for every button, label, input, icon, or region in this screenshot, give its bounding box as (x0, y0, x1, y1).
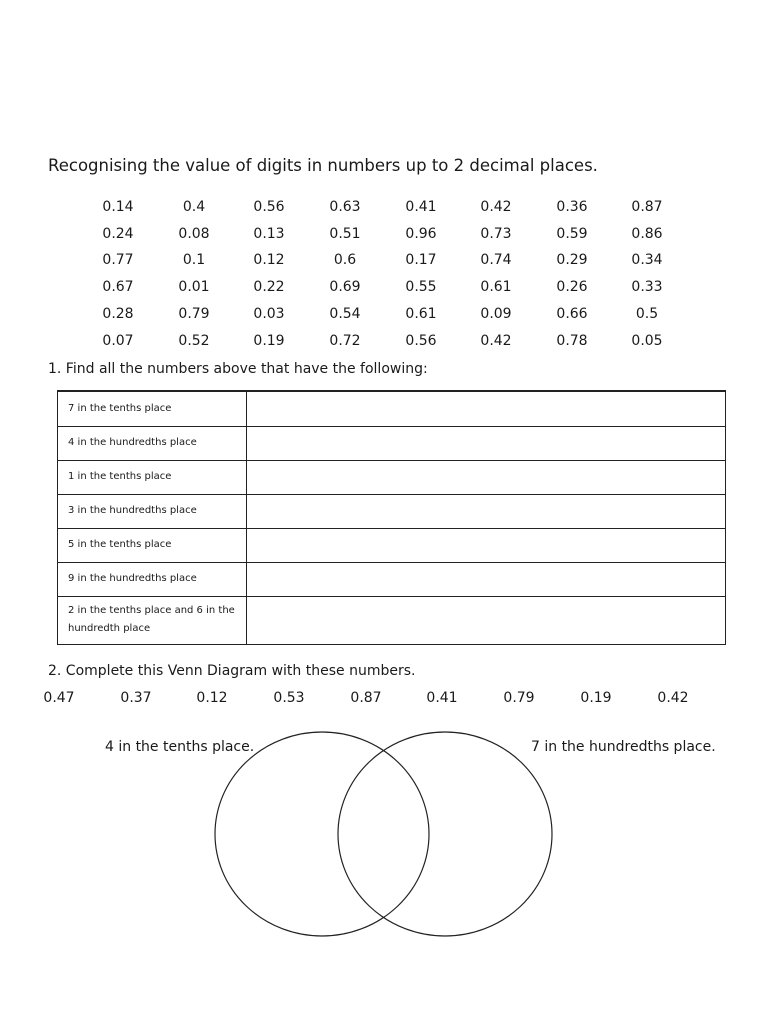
number-cell: 0.56 (405, 333, 437, 349)
criteria-cell: 9 in the hundredths place (58, 562, 247, 596)
number-cell: 0.55 (405, 279, 437, 295)
number-cell: 0.36 (556, 199, 588, 215)
number-cell: 0.08 (178, 226, 210, 242)
venn-number: 0.37 (120, 690, 152, 706)
criteria-cell: 3 in the hundredths place (58, 494, 247, 528)
number-cell: 0.78 (556, 333, 588, 349)
number-cell: 0.05 (631, 333, 663, 349)
number-cell: 0.69 (329, 279, 361, 295)
number-cell: 0.61 (405, 306, 437, 322)
number-cell: 0.96 (405, 226, 437, 242)
number-cell: 0.56 (253, 199, 285, 215)
number-cell: 0.26 (556, 279, 588, 295)
number-cell: 0.51 (329, 226, 361, 242)
number-cell: 0.01 (178, 279, 210, 295)
number-row (0, 226, 768, 246)
answer-row (58, 528, 726, 562)
number-cell: 0.33 (631, 279, 663, 295)
number-cell: 0.54 (329, 306, 361, 322)
number-cell: 0.67 (102, 279, 134, 295)
number-cell: 0.34 (631, 252, 663, 268)
answer-table (57, 390, 726, 645)
number-cell: 0.79 (178, 306, 210, 322)
criteria-cell: 5 in the tenths place (58, 528, 247, 562)
question-2-label: 2. Complete this Venn Diagram with these numbers. (48, 663, 416, 679)
worksheet-title: Recognising the value of digits in numbers up to 2 decimal places. (48, 156, 598, 175)
answer-row (58, 494, 726, 528)
answer-cell[interactable] (247, 426, 726, 460)
answer-row (58, 596, 726, 644)
answer-cell[interactable] (247, 460, 726, 494)
answer-cell[interactable] (247, 596, 726, 644)
criteria-cell: 4 in the hundredths place (58, 426, 247, 460)
number-cell: 0.4 (182, 199, 206, 215)
criteria-cell: 2 in the tenths place and 6 in the hundredth place (58, 596, 247, 644)
number-cell: 0.86 (631, 226, 663, 242)
number-cell: 0.09 (480, 306, 512, 322)
number-cell: 0.13 (253, 226, 285, 242)
venn-number: 0.12 (196, 690, 228, 706)
number-cell: 0.24 (102, 226, 134, 242)
venn-number: 0.41 (426, 690, 458, 706)
number-row (0, 199, 768, 219)
venn-right-label: 7 in the hundredths place. (531, 739, 716, 755)
answer-row (58, 562, 726, 596)
answer-row (58, 460, 726, 494)
venn-number: 0.79 (503, 690, 535, 706)
number-cell: 0.28 (102, 306, 134, 322)
number-cell: 0.63 (329, 199, 361, 215)
number-cell: 0.14 (102, 199, 134, 215)
venn-right-circle (338, 732, 552, 936)
venn-number: 0.42 (657, 690, 689, 706)
answer-row (58, 391, 726, 426)
number-cell: 0.1 (182, 252, 206, 268)
number-cell: 0.22 (253, 279, 285, 295)
number-row (0, 333, 768, 353)
criteria-cell: 1 in the tenths place (58, 460, 247, 494)
answer-row (58, 426, 726, 460)
number-cell: 0.72 (329, 333, 361, 349)
number-cell: 0.42 (480, 199, 512, 215)
answer-cell[interactable] (247, 528, 726, 562)
venn-number: 0.47 (43, 690, 75, 706)
number-row (0, 252, 768, 272)
number-cell: 0.59 (556, 226, 588, 242)
answer-cell[interactable] (247, 494, 726, 528)
number-cell: 0.87 (631, 199, 663, 215)
number-cell: 0.19 (253, 333, 285, 349)
venn-left-label: 4 in the tenths place. (105, 739, 255, 755)
venn-left-circle (215, 732, 429, 936)
number-cell: 0.74 (480, 252, 512, 268)
number-cell: 0.03 (253, 306, 285, 322)
number-cell: 0.77 (102, 252, 134, 268)
criteria-cell: 7 in the tenths place (58, 391, 247, 426)
question-1-label: 1. Find all the numbers above that have the following: (48, 361, 428, 377)
number-cell: 0.66 (556, 306, 588, 322)
answer-cell[interactable] (247, 562, 726, 596)
number-cell: 0.07 (102, 333, 134, 349)
number-cell: 0.61 (480, 279, 512, 295)
number-cell: 0.5 (635, 306, 659, 322)
number-cell: 0.6 (333, 252, 357, 268)
number-cell: 0.17 (405, 252, 437, 268)
number-cell: 0.42 (480, 333, 512, 349)
venn-number: 0.53 (273, 690, 305, 706)
number-row (0, 279, 768, 299)
number-cell: 0.73 (480, 226, 512, 242)
answer-cell[interactable] (247, 391, 726, 426)
number-cell: 0.41 (405, 199, 437, 215)
number-row (0, 306, 768, 326)
number-cell: 0.12 (253, 252, 285, 268)
venn-number: 0.19 (580, 690, 612, 706)
venn-number: 0.87 (350, 690, 382, 706)
number-cell: 0.52 (178, 333, 210, 349)
number-cell: 0.29 (556, 252, 588, 268)
